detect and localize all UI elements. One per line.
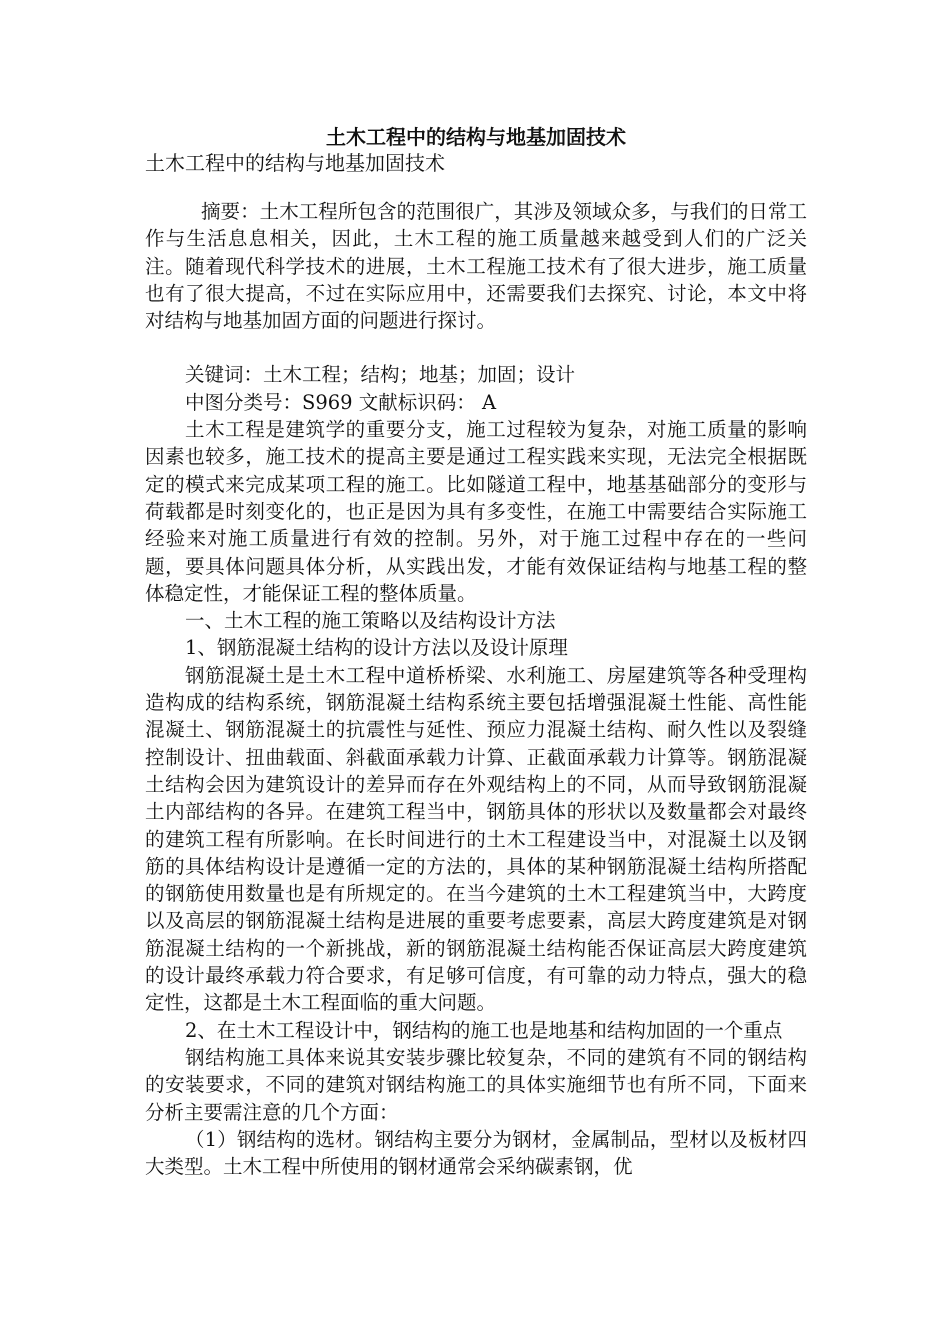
document-body (145, 198, 807, 1180)
keywords-line: 关键词：土木工程；结构；地基；加固；设计 (185, 363, 576, 387)
body-paragraph: （1）钢结构的选材。钢结构主要分为钢材，金属制品，型材以及板材四大类型。土木工程中所使用的钢材通常会采纳碳素钢，优 (145, 1127, 807, 1179)
document-title: 土木工程中的结构与地基加固技术 (326, 125, 626, 149)
subsection-heading: 1、钢筋混凝土结构的设计方法以及设计原理 (185, 636, 568, 660)
section-heading: 一、土木工程的施工策略以及结构设计方法 (185, 609, 556, 633)
document-subtitle: 土木工程中的结构与地基加固技术 (145, 151, 445, 175)
body-paragraph: 钢结构施工具体来说其安装步骤比较复杂，不同的建筑有不同的钢结构的安装要求，不同的建筑对钢结构施工的具体实施细节也有所不同，下面来分析主要需注意的几个方面： (145, 1045, 807, 1124)
body-paragraph: 土木工程是建筑学的重要分支，施工过程较为复杂，对施工质量的影响因素也较多，施工技术的提高主要是通过工程实践来实现，无法完全根据既定的模式来完成某项工程的施工。比如隧道工程中，地基基础部分的变形与荷载都是时刻变化的，也正是因为具有多变性，在施工中需要结合实际施工经验来对施工质量进行有效的控制。另外，对于施工过程中存在的一些问题，要具体问题具体分析，从实践出发，才能有效保证结构与地基工程的整体稳定性，才能保证工程的整体质量。 (145, 418, 807, 605)
subsection-heading: 2、在土木工程设计中，钢结构的施工也是地基和结构加固的一个重点 (185, 1018, 783, 1042)
body-paragraph: 钢筋混凝土是土木工程中道桥桥梁、水利施工、房屋建筑等各种受理构造构成的结构系统，钢筋混凝土结构系统主要包括增强混凝土性能、高性能混凝土、钢筋混凝土的抗震性与延性、预应力混凝土结构、耐久性以及裂缝控制设计、扭曲载面、斜截面承载力计算、正截面承载力计算等。钢筋混凝土结构会因为建筑设计的差异而存在外观结构上的不同，从而导致钢筋混凝土内部结构的各异。在建筑工程当中，钢筋具体的形状以及数量都会对最终的建筑工程有所影响。在长时间进行的土木工程建设当中，对混凝土以及钢筋的具体结构设计是遵循一定的方法的，具体的某种钢筋混凝土结构所搭配的钢筋使用数量也是有所规定的。在当今建筑的土木工程建筑当中，大跨度以及高层的钢筋混凝土结构是进展的重要考虑要素，高层大跨度建筑是对钢筋混凝土结构的一个新挑战，新的钢筋混凝土结构能否保证高层大跨度建筑的设计最终承载力符合要求，有足够可信度，有可靠的动力特点，强大的稳定性，这都是土木工程面临的重大问题。 (145, 663, 807, 1015)
abstract-paragraph: 摘要：土木工程所包含的范围很广，其涉及领域众多，与我们的日常工作与生活息息相关，因此，土木工程的施工质量越来越受到人们的广泛关注。随着现代科学技术的进展，土木工程施工技术有了很大进步，施工质量也有了很大提高，不过在实际应用中，还需要我们去探究、讨论，本文中将对结构与地基加固方面的问题进行探讨。 (145, 200, 807, 333)
classification-line: 中图分类号：S969 文献标识码： A (185, 390, 497, 414)
